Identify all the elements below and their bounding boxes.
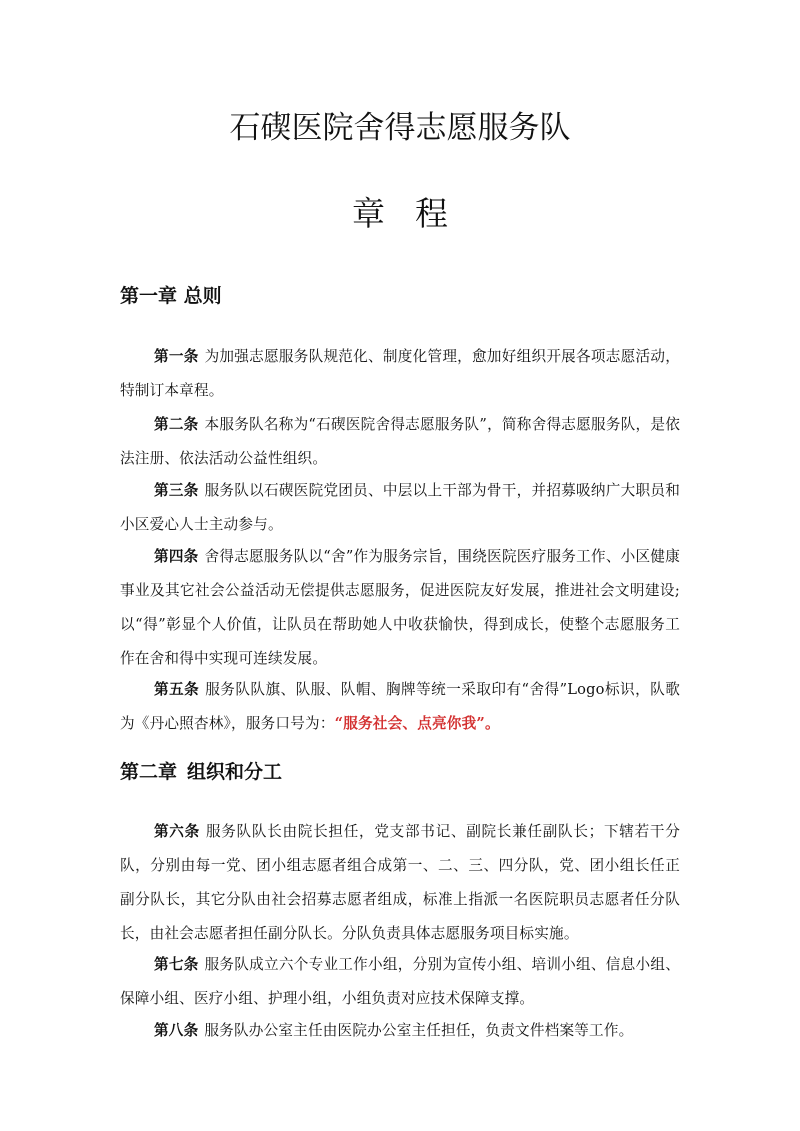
article-4 [120, 540, 680, 676]
chapter-number: 第二章 [120, 761, 178, 783]
article-text: 服务队队旗、队服、队帽、胸牌等统一采取印有“舍得”Logo标识，队歌为《丹心照杏林》，服务口号为： [120, 681, 680, 732]
article-2 [120, 408, 680, 476]
article-number: 第六条 [154, 823, 200, 840]
article-number: 第三条 [154, 482, 199, 499]
service-slogan: 服务社会、点亮你我 [343, 715, 477, 732]
document-subtitle: 章程 [352, 194, 478, 233]
article-number: 第五条 [154, 681, 200, 698]
article-text: 服务队以石碶医院党团员、中层以上干部为骨干，并招募吸纳广大职员和小区爱心人士主动参与。 [120, 482, 680, 533]
article-number: 第八条 [154, 1022, 199, 1039]
slogan-close-quote: ”。 [476, 715, 500, 732]
article-5 [120, 673, 680, 741]
article-text: 舍得志愿服务队以“舍”作为服务宗旨，围绕医院医疗服务工作、小区健康事业及其它社会公益活动无偿提供志愿服务，促进医院友好发展，推进社会文明建设; 以“得”彰显个人价值，让队员在帮助她人中收获愉快，得到成长，使整个志愿服务工作在舍和得中实现可连续发展。 [120, 548, 680, 667]
article-text: 为加强志愿服务队规范化、制度化管理，愈加好组织开展各项志愿活动，特制订本章程。 [120, 348, 680, 399]
article-number: 第四条 [154, 548, 199, 565]
article-1 [120, 340, 680, 408]
article-8 [120, 1014, 680, 1048]
article-number: 第二条 [154, 416, 199, 433]
slogan-open-quote: “ [334, 715, 344, 732]
article-text: 服务队成立六个专业工作小组，分别为宣传小组、培训小组、信息小组、保障小组、医疗小组、护理小组，小组负责对应技术保障支撑。 [120, 956, 680, 1007]
article-text: 服务队办公室主任由医院办公室主任担任，负责文件档案等工作。 [204, 1022, 634, 1039]
article-text: 服务队队长由院长担任，党支部书记、副院长兼任副队长；下辖若干分队，分别由每一党、团小组志愿者组合成第一、二、三、四分队，党、团小组长任正副分队长，其它分队由社会招募志愿者组成，标准上指派一名医院职员志愿者任分队长，由社会志愿者担任副分队长。分队负责具体志愿服务项目标实施。 [120, 823, 681, 942]
chapter-heading-2 [120, 758, 282, 786]
chapter-heading-1: 第一章 总则 [120, 285, 222, 307]
document-title: 石碶医院舍得志愿服务队 [229, 110, 571, 146]
article-number: 第一条 [154, 348, 199, 365]
article-number: 第七条 [154, 956, 199, 973]
article-3 [120, 474, 680, 542]
article-text: 本服务队名称为“石碶医院舍得志愿服务队”，简称舍得志愿服务队，是依法注册、依法活动公益性组织。 [120, 416, 680, 467]
article-7 [120, 948, 680, 1016]
article-6 [120, 815, 680, 951]
chapter-title: 组织和分工 [187, 761, 283, 783]
